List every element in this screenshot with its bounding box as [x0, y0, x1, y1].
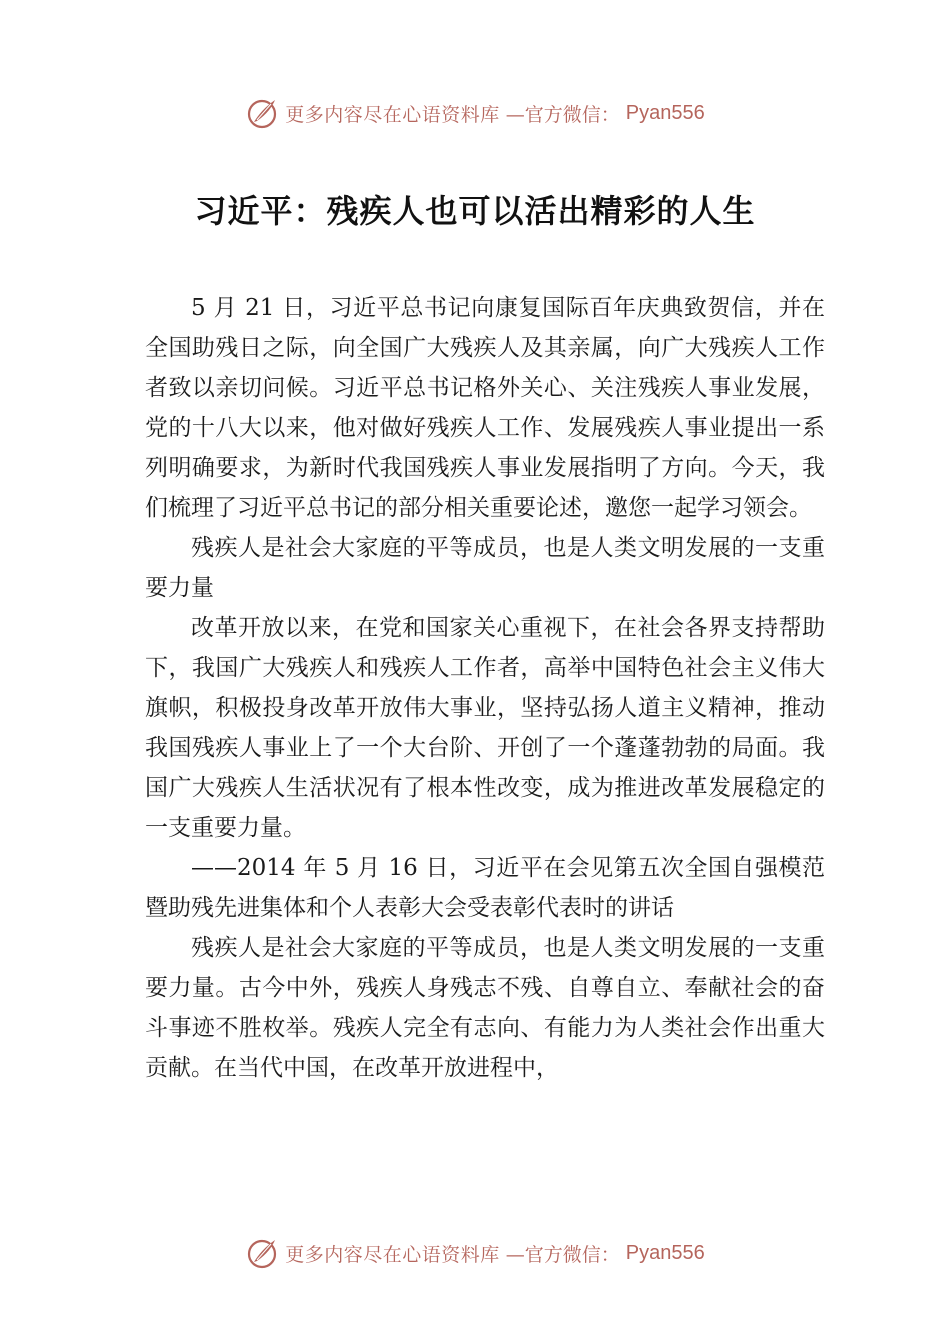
- header-watermark-banner: [0, 93, 950, 133]
- banner-separator: —官方微信：: [505, 103, 620, 126]
- article-body: [145, 288, 825, 1088]
- paragraph-quote-2: 残疾人是社会大家庭的平等成员，也是人类文明发展的一支重要力量。古今中外，残疾人身残志不残、自尊自立、奉献社会的奋斗事迹不胜枚举。残疾人完全有志向、有能力为人类社会作出重大贡献。在当代中国，在改革开放进程中，: [145, 935, 825, 1081]
- footer-watermark-banner: [0, 1233, 950, 1273]
- banner-wechat-id: Pyan556: [625, 101, 705, 124]
- paragraph-heading: 残疾人是社会大家庭的平等成员，也是人类文明发展的一支重要力量: [145, 535, 825, 601]
- feather-logo-icon: [245, 1236, 279, 1270]
- article-title: 习近平：残疾人也可以活出精彩的人生: [194, 192, 756, 230]
- paragraph-intro: 5 月 21 日，习近平总书记向康复国际百年庆典致贺信，并在全国助残日之际，向全国广大残疾人及其亲属，向广大残疾人工作者致以亲切问候。习近平总书记格外关心、关注残疾人事业发展，党的十八大以来，他对做好残疾人工作、发展残疾人事业提出一系列明确要求，为新时代我国残疾人事业发展指明了方向。今天，我们梳理了习近平总书记的部分相关重要论述，邀您一起学习领会。: [145, 295, 825, 521]
- paragraph-quote-1: 改革开放以来，在党和国家关心重视下，在社会各界支持帮助下，我国广大残疾人和残疾人工作者，高举中国特色社会主义伟大旗帜，积极投身改革开放伟大事业，坚持弘扬人道主义精神，推动我国残疾人事业上了一个大台阶、开创了一个蓬蓬勃勃的局面。我国广大残疾人生活状况有了根本性改变，成为推进改革发展稳定的一支重要力量。: [145, 615, 825, 841]
- feather-logo-icon: [245, 96, 279, 130]
- banner-wechat-id: Pyan556: [625, 1241, 705, 1264]
- banner-text: 更多内容尽在心语资料库: [285, 103, 500, 126]
- banner-separator: —官方微信：: [505, 1243, 620, 1266]
- banner-text: 更多内容尽在心语资料库: [285, 1243, 500, 1266]
- paragraph-source-1: ——2014 年 5 月 16 日，习近平在会见第五次全国自强模范暨助残先进集体和个人表彰大会受表彰代表时的讲话: [145, 855, 825, 921]
